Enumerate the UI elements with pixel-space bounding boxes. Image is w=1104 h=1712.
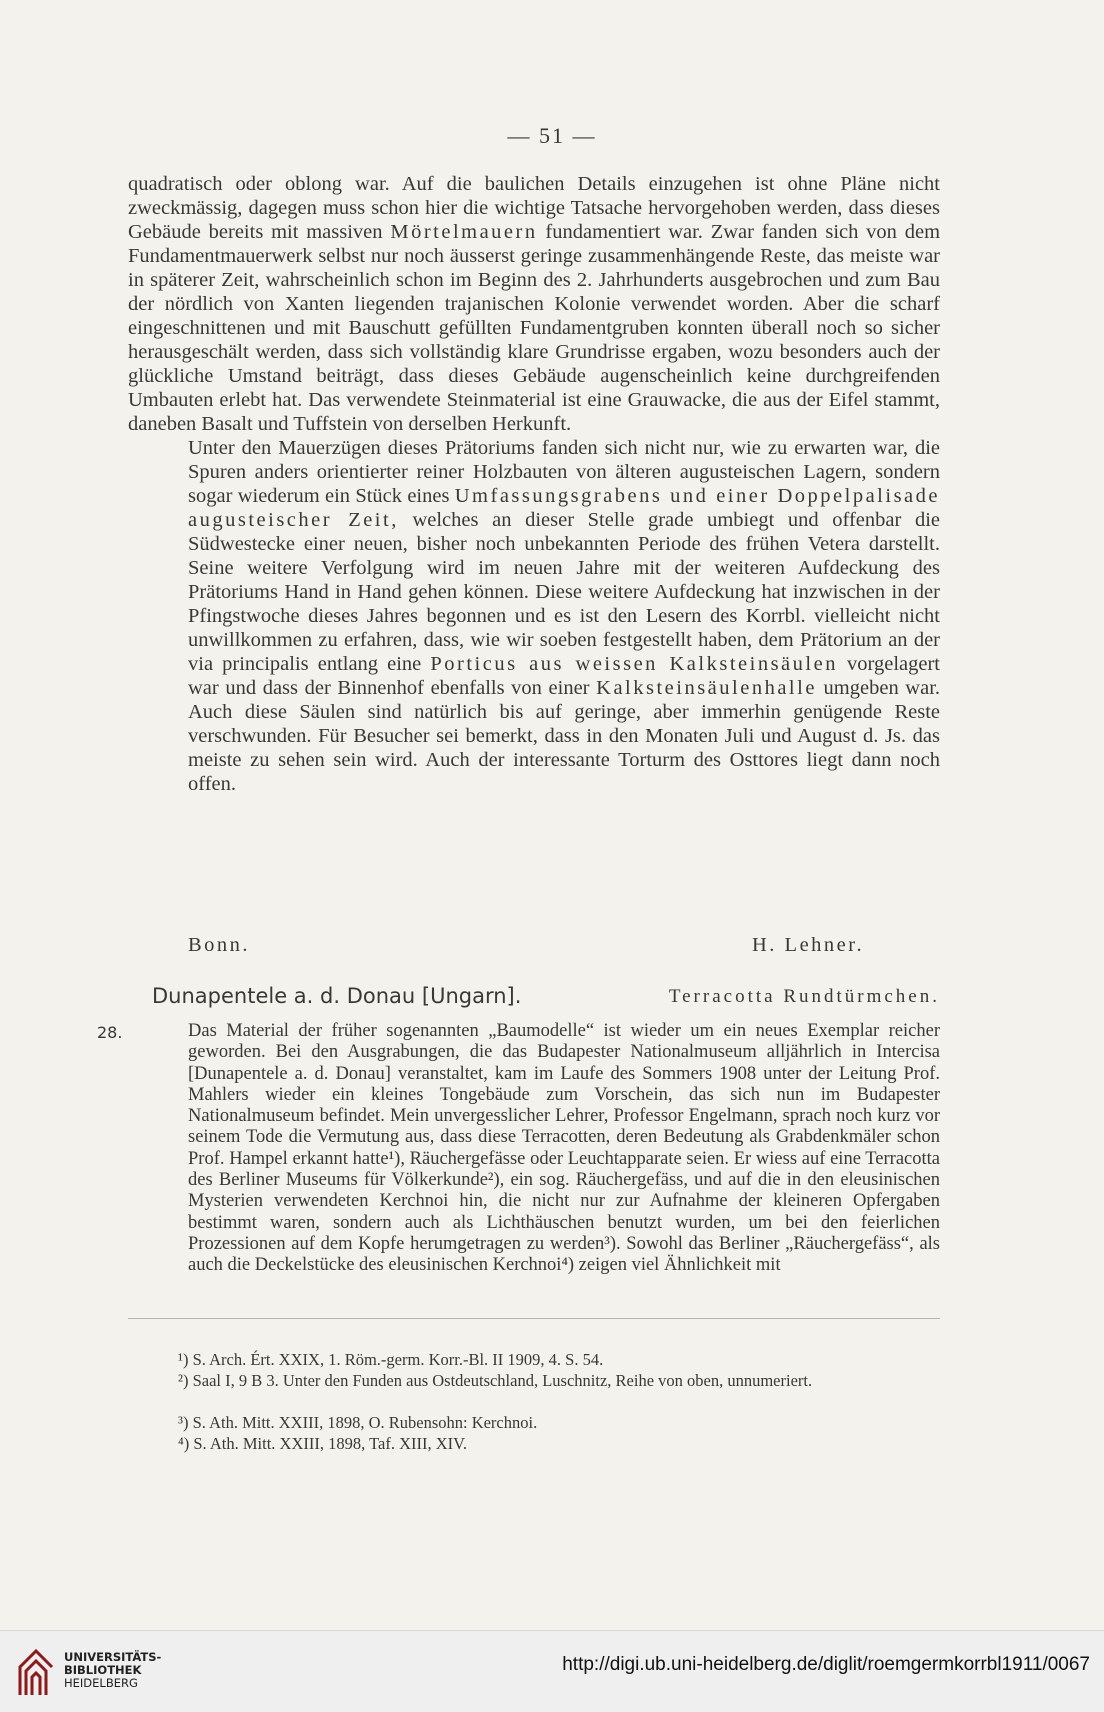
emphasis-spaced: Umfassungsgrabens und einer Doppelpalisade augusteischer Zeit, <box>188 485 940 531</box>
section-paragraph: Das Material der früher sogenannten „Baumodelle“ ist wieder um ein neues Exemplar reicher geworden. Bei den Ausgrabungen, die das Budapester Nationalmuseum alljährlich in Intercisa [Dunapentele a. d. Donau] veranstaltet, kam im Laufe des Sommers 1908 unter der Leitung Prof. Mahlers wieder ein kleines Tongebäude zum Vorschein, das sich nun im Budapester Nationalmuseum befindet. Mein unvergesslicher Lehrer, Professor Engelmann, sprach noch kurz vor seinem Tode die Vermutung aus, dass diese Terracotten, deren Bedeutung als Grabdenkmäler schon Prof. Hampel erkannt hatte¹), Räuchergefässe oder Leuchtapparate seien. Er wiess auf eine Terracotta des Berliner Museums für Völkerkunde²), ein sog. Räuchergefäss, und auf die in den eleusinischen Mysterien verwendeten Kerchnoi hin, die nicht nur zur Aufnahme der kleineren Opfergaben bestimmt waren, sondern auch als Lichthäuschen benutzt wurden, um bei den feierlichen Prozessionen auf dem Kopfe herumgetragen zu werden³). Sowohl das Berliner „Räuchergefäss“, als auch die Deckelstücke des eleusinischen Kerchnoi⁴) zeigen viel Ähnlichkeit mit <box>188 1021 940 1276</box>
emphasis-spaced: Mörtelmauern <box>390 221 538 243</box>
section-body <box>128 1021 940 1277</box>
footnote-1: ¹) S. Arch. Ért. XXIX, 1. Röm.-germ. Korr.-Bl. II 1909, 4. S. 54. <box>178 1350 604 1369</box>
footnote-4: ⁴) S. Ath. Mitt. XXIII, 1898, Taf. XIII, XIV. <box>178 1434 468 1453</box>
page-number: — 51 — <box>507 123 597 148</box>
section-title: Dunapentele a. d. Donau [Ungarn]. <box>152 984 522 1008</box>
signature-author: H. Lehner. <box>752 934 865 956</box>
section-number: 28. <box>97 1023 123 1042</box>
footnote-rule <box>128 1318 940 1319</box>
footnote-3: ³) S. Ath. Mitt. XXIII, 1898, O. Rubensohn: Kerchnoi. <box>178 1413 538 1432</box>
emphasis-spaced: Kalksteinsäulenhalle <box>596 677 817 699</box>
permalink-url[interactable]: http://digi.ub.uni-heidelberg.de/diglit/roemgermkorrbl1911/0067 <box>562 1654 1090 1675</box>
paragraph-2: Unter den Mauerzügen dieses Prätoriums fanden sich nicht nur, wie zu erwarten war, die Spuren anders orientierter reiner Holzbauten von älteren augusteischen Lagern, sondern sogar wiederum ein Stück eines Umfassungsgrabens und einer Doppelpalisade augusteischer Zeit, welches an dieser Stelle grade umbiegt und offenbar die Südwestecke einer neuen, bisher noch unbekannten Periode des frühen Vetera darstellt. Seine weitere Verfolgung wird im neuen Jahre mit der weiteren Aufdeckung des Prätoriums Hand in Hand gehen können. Diese weitere Aufdeckung hat inzwischen in der Pfingstwoche dieses Jahres begonnen und es ist den Lesern des Korrbl. vielleicht nicht unwillkommen zu erfahren, dass, wie wir soeben festgestellt haben, dem Prätorium an der via principalis entlang eine Porticus aus weissen Kalksteinsäulen vorgelagert war und dass der Binnenhof ebenfalls von einer Kalksteinsäulenhalle umgeben war. Auch diese Säulen sind natürlich bis auf geringe, aber immerhin genügende Reste verschwunden. Für Besucher sei bemerkt, dass in den Monaten Juli und August d. Js. das meiste zu sehen sein wird. Auch der interessante Torturm des Osttores liegt dann noch offen. <box>188 437 941 795</box>
library-name: UNIVERSITÄTS- BIBLIOTHEK HEIDELBERG <box>64 1650 162 1690</box>
ub-heidelberg-logo-icon <box>16 1643 56 1699</box>
section-heading <box>152 984 940 1008</box>
paragraph-1: quadratisch oder oblong war. Auf die baulichen Details einzugehen ist ohne Pläne nicht zweckmässig, dagegen muss schon hier die wichtige Tatsache hervorgehoben werden, dass dieses Gebäude bereits mit massiven Mörtelmauern fundamentiert war. Zwar fanden sich von dem Fundamentmauerwerk selbst nur noch äusserst geringe zusammenhängende Reste, das meiste war in späterer Zeit, wahrscheinlich schon im Beginn des 2. Jahrhunderts ausgebrochen und zum Bau der nördlich von Xanten liegenden trajanischen Kolonie verwendet worden. Aber die scharf eingeschnittenen und mit Bauschutt gefüllten Fundamentgruben konnten überall noch so sicher herausgeschält werden, dass sich vollständig klare Grundrisse ergaben, wozu besonders auch der glückliche Umstand beiträgt, dass dieses Gebäude augenscheinlich keine durchgreifenden Umbauten erlebt hat. Das verwendete Steinmaterial ist eine Grauwacke, die aus der Eifel stammt, daneben Basalt und Tuffstein von derselben Herkunft. <box>128 173 941 435</box>
footer-bar <box>0 1630 1104 1712</box>
section-subtitle: Terracotta Rundtürmchen. <box>668 986 940 1007</box>
emphasis-spaced: Porticus aus weissen Kalksteinsäulen <box>430 653 838 675</box>
body-text <box>128 172 940 796</box>
signature-place: Bonn. <box>188 934 251 956</box>
footnote-2: ²) Saal I, 9 B 3. Unter den Funden aus Ostdeutschland, Luschnitz, Reihe von oben, unnumeriert. <box>178 1371 813 1390</box>
